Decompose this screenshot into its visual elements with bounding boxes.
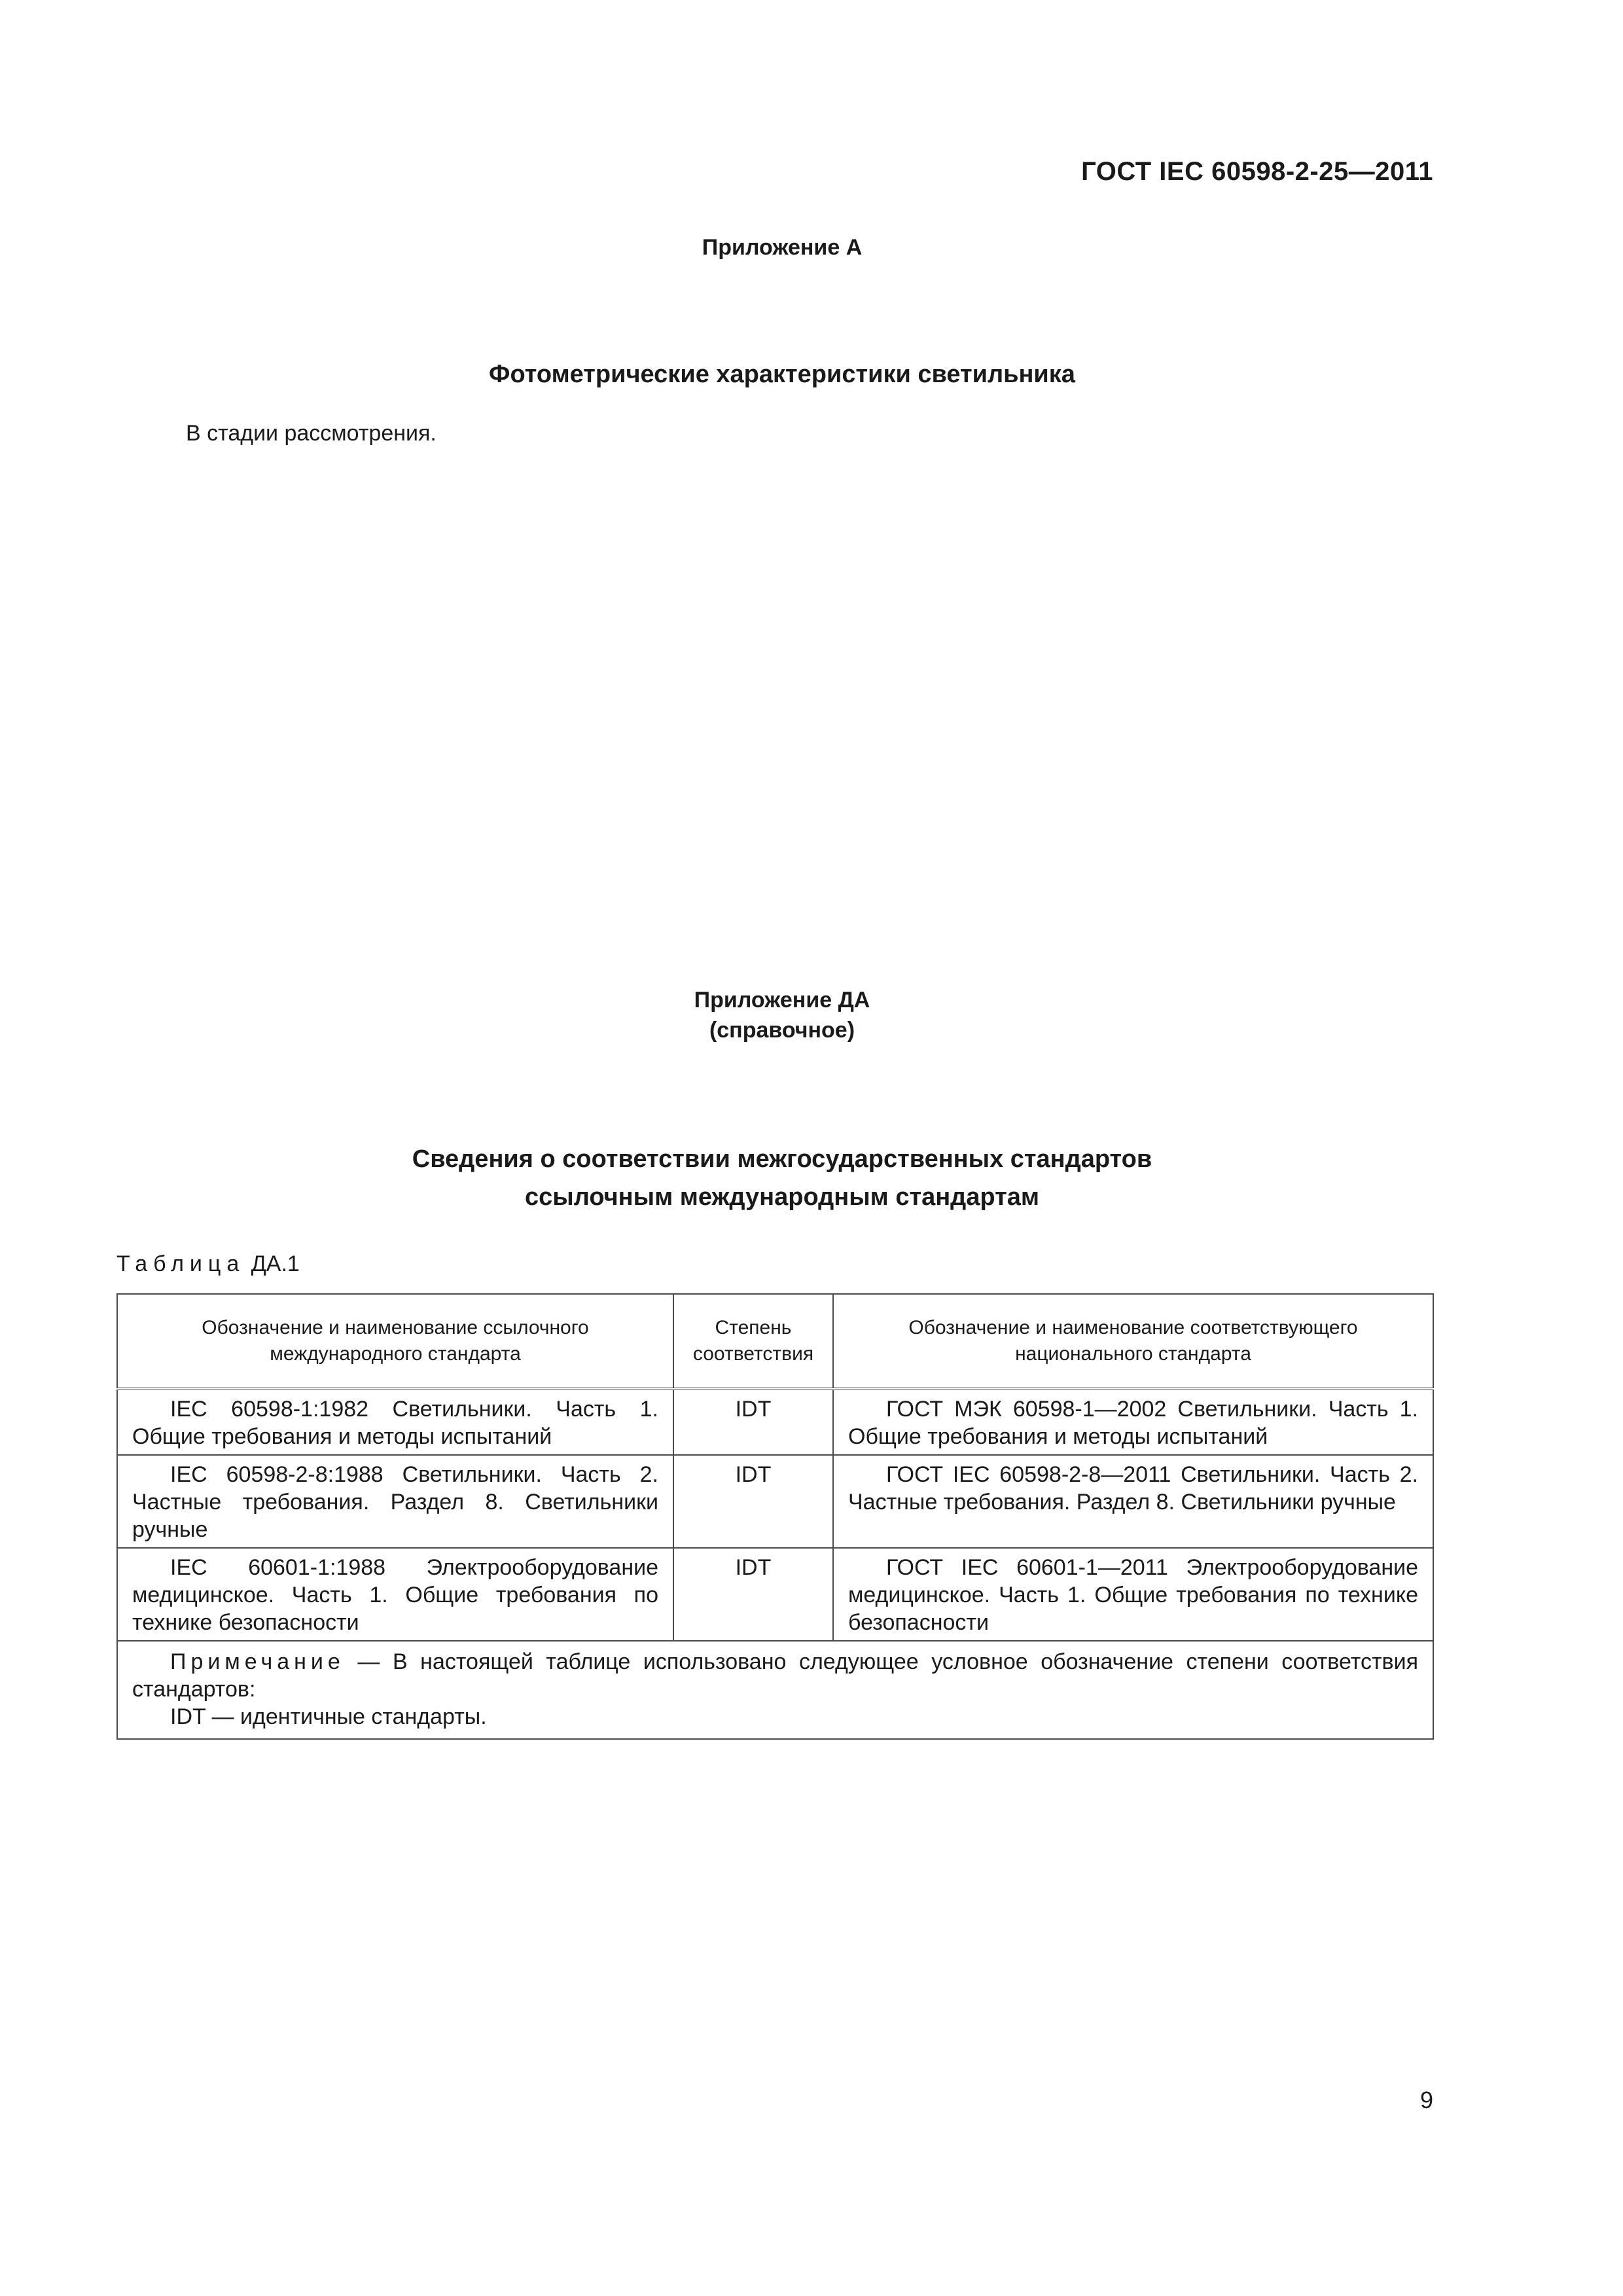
annex-da-title-line2: ссылочным международным стандартам xyxy=(524,1183,1039,1211)
column-header-national: Обозначение и наименование соответствующего национального стандарта xyxy=(833,1294,1433,1389)
cell-degree: IDT xyxy=(673,1455,833,1548)
column-header-degree: Степень соответствия xyxy=(673,1294,833,1389)
cell-degree: IDT xyxy=(673,1548,833,1641)
note-text xyxy=(132,1648,1418,1703)
cell-international: IEC 60598-2-8:1988 Светильники. Часть 2. Частные требования. Раздел 8. Светильники ручные xyxy=(117,1455,673,1548)
correspondence-table xyxy=(116,1293,1434,1740)
annex-da-title-line1: Сведения о соответствии межгосударственных стандартов xyxy=(412,1145,1152,1173)
table-caption-number: ДА.1 xyxy=(251,1251,300,1276)
standard-code-header: ГОСТ IEC 60598-2-25—2011 xyxy=(1081,157,1433,186)
table-header-row xyxy=(117,1294,1433,1389)
note-lead: Примечание xyxy=(170,1649,345,1674)
annex-a-title: Фотометрические характеристики светильника xyxy=(489,361,1075,388)
table-note-row xyxy=(117,1641,1433,1739)
table-note xyxy=(117,1641,1433,1739)
note-body: — В настоящей таблице использовано следующее условное обозначение степени соответствия стандартов: xyxy=(132,1649,1418,1702)
note-legend: IDT — идентичные стандарты. xyxy=(170,1704,487,1729)
annex-da-sublabel: (справочное) xyxy=(709,1018,855,1043)
cell-degree: IDT xyxy=(673,1389,833,1455)
cell-national: ГОСТ МЭК 60598-1—2002 Светильники. Часть 1. Общие требования и методы испытаний xyxy=(833,1389,1433,1455)
table-caption xyxy=(116,1251,300,1277)
page-number: 9 xyxy=(1419,2087,1433,2113)
table-row xyxy=(117,1389,1433,1455)
annex-a-label: Приложение А xyxy=(702,235,863,260)
column-header-international: Обозначение и наименование ссылочного международного стандарта xyxy=(117,1294,673,1389)
cell-international: IEC 60601-1:1988 Электрооборудование медицинское. Часть 1. Общие требования по технике безопасности xyxy=(117,1548,673,1641)
cell-international: IEC 60598-1:1982 Светильники. Часть 1. Общие требования и методы испытаний xyxy=(117,1389,673,1455)
annex-da-label: Приложение ДА xyxy=(694,988,870,1013)
table-caption-word: Таблица xyxy=(116,1251,245,1276)
table-row xyxy=(117,1455,1433,1548)
annex-a-body: В стадии рассмотрения. xyxy=(186,421,437,446)
cell-national: ГОСТ IEC 60598-2-8—2011 Светильники. Часть 2. Частные требования. Раздел 8. Светильники ручные xyxy=(833,1455,1433,1548)
table-row xyxy=(117,1548,1433,1641)
cell-national: ГОСТ IEC 60601-1—2011 Электрооборудование медицинское. Часть 1. Общие требования по технике безопасности xyxy=(833,1548,1433,1641)
